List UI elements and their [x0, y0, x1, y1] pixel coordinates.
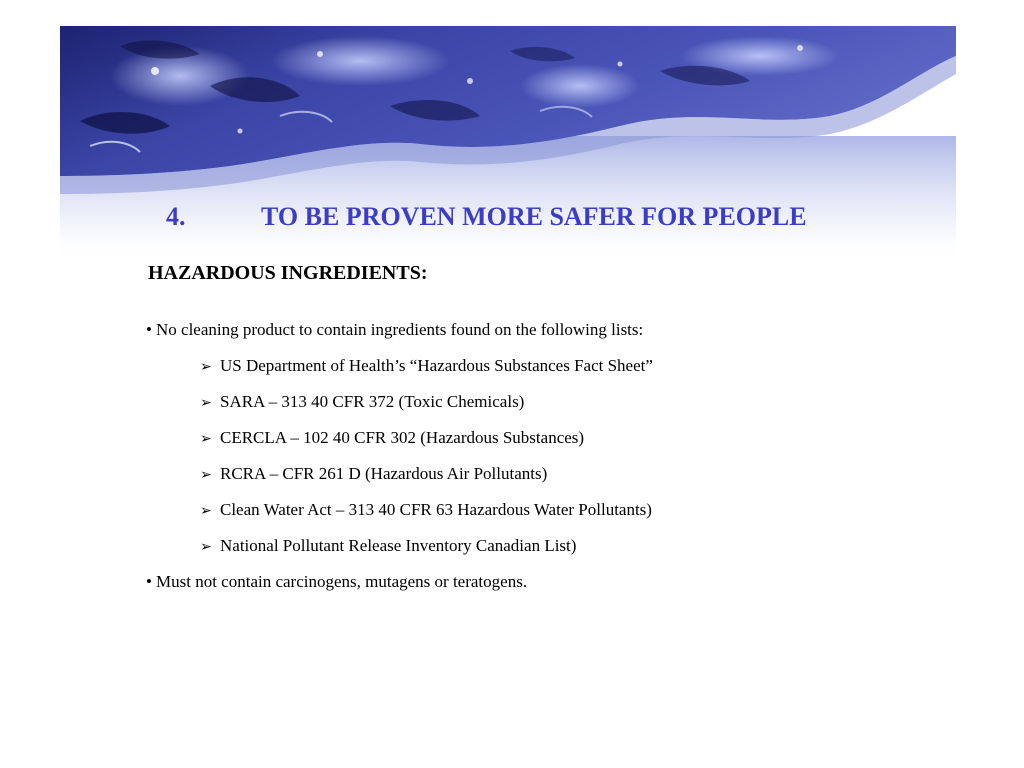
arrow-bullet-icon: ➢: [200, 395, 212, 411]
arrow-bullet-icon: ➢: [200, 431, 212, 447]
bullet-item: [146, 319, 643, 341]
sub-item-text: Clean Water Act – 313 40 CFR 63 Hazardous Water Pollutants): [220, 500, 652, 519]
arrow-bullet-icon: ➢: [200, 467, 212, 483]
sub-list-item: [200, 535, 576, 558]
sub-list-item: [200, 499, 652, 522]
arrow-bullet-icon: ➢: [200, 503, 212, 519]
sub-list-item: [200, 391, 524, 414]
title-number: 4.: [166, 202, 186, 231]
section-heading: HAZARDOUS INGREDIENTS:: [148, 262, 428, 284]
arrow-bullet-icon: ➢: [200, 359, 212, 375]
sub-item-text: CERCLA – 102 40 CFR 302 (Hazardous Substances): [220, 428, 585, 447]
bullet-dot-icon: •: [146, 572, 152, 591]
sub-list-item: [200, 355, 653, 378]
bullet-item: [146, 571, 527, 593]
sub-item-text: SARA – 313 40 CFR 372 (Toxic Chemicals): [220, 392, 525, 411]
bullet-dot-icon: •: [146, 320, 152, 339]
sub-list-item: [200, 427, 584, 450]
sub-item-text: National Pollutant Release Inventory Canadian List): [220, 536, 577, 555]
arrow-bullet-icon: ➢: [200, 539, 212, 555]
sub-item-text: RCRA – CFR 261 D (Hazardous Air Pollutants): [220, 464, 548, 483]
bullet-text: Must not contain carcinogens, mutagens or teratogens.: [156, 572, 528, 591]
sub-item-text: US Department of Health’s “Hazardous Substances Fact Sheet”: [220, 356, 653, 375]
bullet-text: No cleaning product to contain ingredients found on the following lists:: [156, 320, 644, 339]
title-text: TO BE PROVEN MORE SAFER FOR PEOPLE: [261, 202, 807, 231]
sub-list-item: [200, 463, 547, 486]
